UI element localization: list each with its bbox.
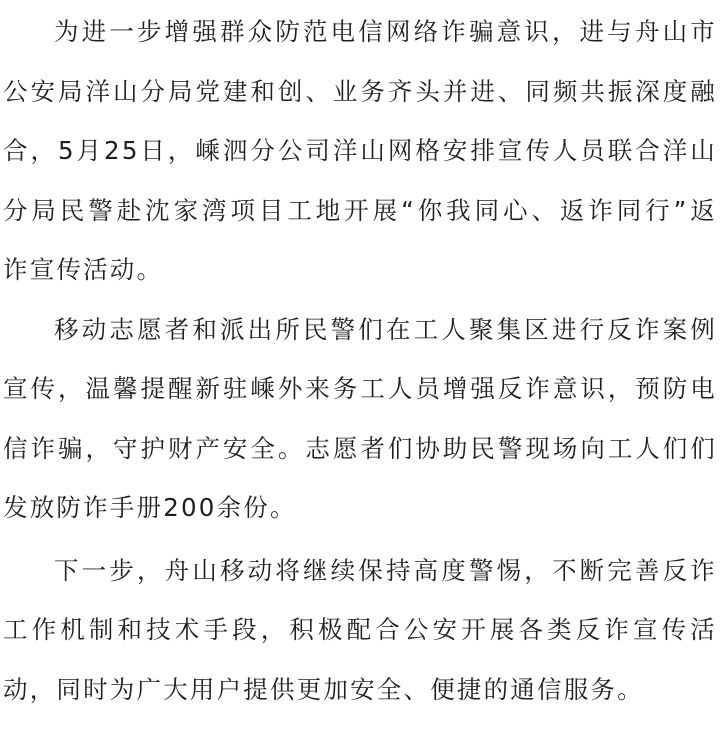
text-line: 分局民警赴沈家湾项目工地开展“你我同心、返诈同行”返 [3,196,717,225]
text-line: 发放防诈手册200余份。 [3,493,297,522]
text-line: 诈宣传活动。 [3,255,164,284]
text-line: 工作机制和技术手段，积极配合公安开展各类反诈宣传活 [3,615,717,644]
text-line: 移动志愿者和派出所民警们在工人聚集区进行反诈案例 [54,315,717,344]
text-line: 下一步，舟山移动将继续保持高度警惕，不断完善反诈 [54,556,717,585]
text-line: 宣传，温馨提醒新驻嵊外来务工人员增强反诈意识，预防电 [3,374,717,403]
text-line: 动，同时为广大用户提供更加安全、便捷的通信服务。 [3,675,644,704]
text-line: 合，5月25日，嵊泗分公司洋山网格安排宣传人员联合洋山 [3,136,717,165]
text-line: 公安局洋山分局党建和创、业务齐头并进、同频共振深度融 [3,77,717,106]
text-line: 信诈骗，守护财产安全。志愿者们协助民警现场向工人们们 [3,434,717,463]
text-line: 为进一步增强群众防范电信网络诈骗意识，进与舟山市 [54,17,717,46]
